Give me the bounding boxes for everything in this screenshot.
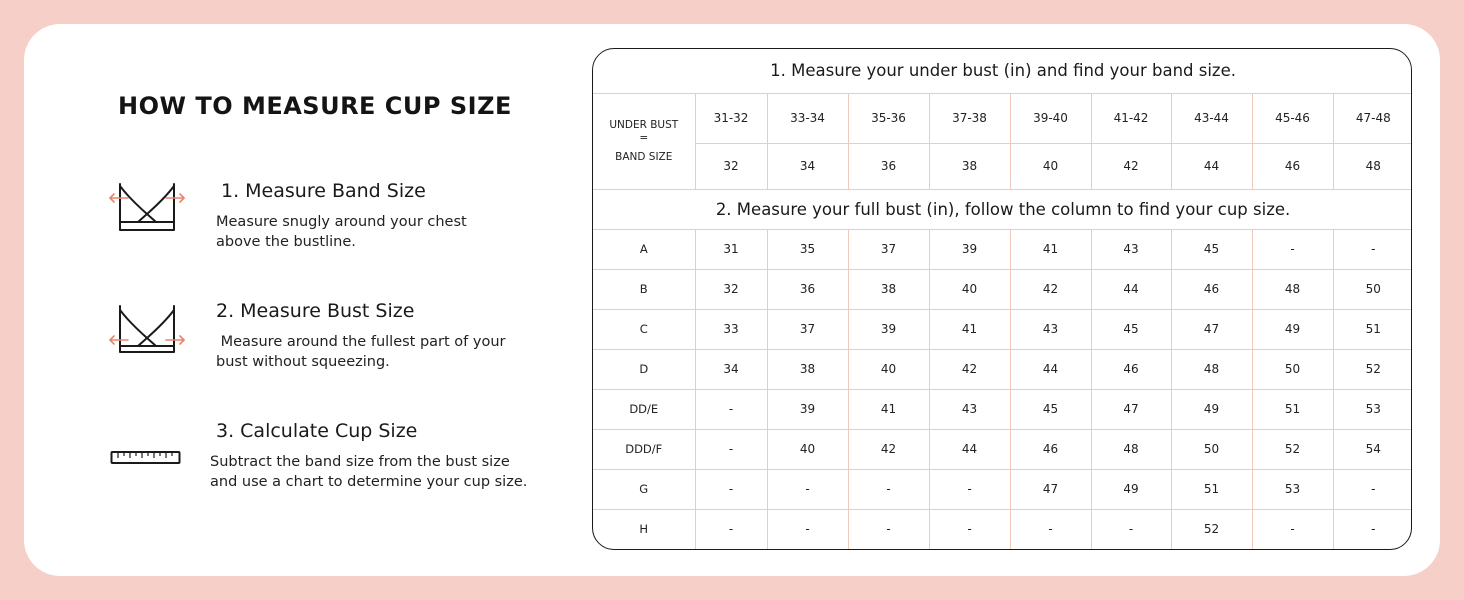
cup-row	[593, 269, 1412, 309]
bust-size-cell: 43	[1010, 309, 1091, 349]
band-size-cell: 34	[767, 143, 848, 189]
band-size-cell: 44	[1171, 143, 1252, 189]
cup-row	[593, 389, 1412, 429]
cup-row	[593, 469, 1412, 509]
bust-size-cell: 39	[929, 229, 1010, 269]
bust-size-cell: 46	[1091, 349, 1171, 389]
bust-size-cell: -	[929, 509, 1010, 549]
bust-size-cell: 47	[1171, 309, 1252, 349]
cup-row	[593, 349, 1412, 389]
under-bust-row	[593, 93, 1412, 143]
bust-size-cell: 41	[929, 309, 1010, 349]
step-description-line: and use a chart to determine your cup size.	[210, 474, 528, 490]
under-bust-cell: 41-42	[1091, 93, 1171, 143]
bust-size-cell: 38	[767, 349, 848, 389]
bust-size-cell: -	[1252, 509, 1333, 549]
bust-size-cell: 45	[1171, 229, 1252, 269]
bust-size-cell: 48	[1171, 349, 1252, 389]
bust-size-cell: 41	[848, 389, 929, 429]
bust-size-cell: 40	[929, 269, 1010, 309]
bust-size-cell: 36	[767, 269, 848, 309]
under-bust-cell: 31-32	[695, 93, 767, 143]
bust-size-cell: 52	[1171, 509, 1252, 549]
band-size-cell: 36	[848, 143, 929, 189]
band-size-label: BAND SIZE	[615, 150, 673, 163]
bust-size-cell: -	[1010, 509, 1091, 549]
bust-size-cell: 52	[1252, 429, 1333, 469]
bust-size-cell: 46	[1010, 429, 1091, 469]
step-title: 1. Measure Band Size	[221, 180, 426, 202]
bust-size-cell: -	[767, 509, 848, 549]
band-size-row	[593, 143, 1412, 189]
cup-row	[593, 509, 1412, 549]
under-bust-cell: 37-38	[929, 93, 1010, 143]
cup-label: B	[593, 269, 695, 309]
bust-size-cell: 50	[1252, 349, 1333, 389]
bust-size-cell: 53	[1333, 389, 1412, 429]
under-bust-cell: 47-48	[1333, 93, 1412, 143]
bust-size-cell: 44	[929, 429, 1010, 469]
bust-size-cell: -	[695, 509, 767, 549]
bust-size-cell: -	[1091, 509, 1171, 549]
bust-size-cell: -	[1252, 229, 1333, 269]
bust-size-cell: 31	[695, 229, 767, 269]
bust-size-cell: -	[695, 429, 767, 469]
guide-heading: HOW TO MEASURE CUP SIZE	[118, 92, 512, 120]
step-description-line: Measure around the fullest part of your	[216, 334, 506, 350]
cup-row	[593, 229, 1412, 269]
bust-size-cell: -	[929, 469, 1010, 509]
bust-size-cell: 53	[1252, 469, 1333, 509]
band-size-cell: 46	[1252, 143, 1333, 189]
bra-bust-measure-icon	[108, 302, 188, 358]
band-size-cell: 40	[1010, 143, 1091, 189]
band-size-instruction: 1. Measure your under bust (in) and find your band size.	[593, 49, 1412, 93]
cup-label: DDD/F	[593, 429, 695, 469]
under-bust-cell: 35-36	[848, 93, 929, 143]
bust-size-cell: 42	[929, 349, 1010, 389]
bust-size-cell: -	[1333, 229, 1412, 269]
step-title: 3. Calculate Cup Size	[216, 420, 418, 442]
bra-band-measure-icon	[108, 180, 188, 236]
bust-size-cell: 43	[929, 389, 1010, 429]
cup-row	[593, 309, 1412, 349]
cup-size-instruction: 2. Measure your full bust (in), follow the column to find your cup size.	[593, 189, 1412, 229]
cup-label: C	[593, 309, 695, 349]
bust-size-cell: -	[695, 469, 767, 509]
bust-size-cell: 44	[1091, 269, 1171, 309]
step-description-line: above the bustline.	[216, 234, 356, 250]
bust-size-cell: 35	[767, 229, 848, 269]
bust-size-cell: -	[1333, 509, 1412, 549]
bust-size-cell: 51	[1252, 389, 1333, 429]
under-bust-cell: 33-34	[767, 93, 848, 143]
bust-size-cell: 52	[1333, 349, 1412, 389]
bust-size-cell: 39	[848, 309, 929, 349]
bust-size-cell: 48	[1252, 269, 1333, 309]
bust-size-cell: 34	[695, 349, 767, 389]
bust-size-cell: 41	[1010, 229, 1091, 269]
bust-size-cell: 39	[767, 389, 848, 429]
bust-size-cell: 43	[1091, 229, 1171, 269]
cup-label: G	[593, 469, 695, 509]
bust-size-cell: 40	[848, 349, 929, 389]
bust-size-cell: -	[848, 469, 929, 509]
cup-row	[593, 429, 1412, 469]
band-size-cell: 48	[1333, 143, 1412, 189]
bust-size-cell: 37	[767, 309, 848, 349]
cup-label: H	[593, 509, 695, 549]
table-title-row	[593, 189, 1412, 229]
cup-label: DD/E	[593, 389, 695, 429]
bust-size-cell: 42	[848, 429, 929, 469]
ruler-icon	[110, 450, 182, 468]
under-bust-band-size-header	[593, 93, 695, 189]
step-title: 2. Measure Bust Size	[216, 300, 415, 322]
bust-size-cell: 33	[695, 309, 767, 349]
step-description-line: bust without squeezing.	[216, 354, 390, 370]
step-description-line: Measure snugly around your chest	[216, 214, 467, 230]
bust-size-cell: 47	[1010, 469, 1091, 509]
under-bust-label: UNDER BUST	[609, 118, 679, 131]
size-chart-table	[593, 49, 1412, 549]
bust-size-cell: 49	[1171, 389, 1252, 429]
bust-size-cell: 47	[1091, 389, 1171, 429]
bust-size-cell: 51	[1333, 309, 1412, 349]
bust-size-cell: 37	[848, 229, 929, 269]
band-size-cell: 38	[929, 143, 1010, 189]
bust-size-cell: -	[1333, 469, 1412, 509]
equals-label: =	[639, 131, 649, 144]
under-bust-cell: 43-44	[1171, 93, 1252, 143]
size-chart	[592, 48, 1412, 550]
bust-size-cell: 38	[848, 269, 929, 309]
table-title-row	[593, 49, 1412, 93]
bust-size-cell: 42	[1010, 269, 1091, 309]
bust-size-cell: 49	[1091, 469, 1171, 509]
bust-size-cell: -	[767, 469, 848, 509]
bust-size-cell: 51	[1171, 469, 1252, 509]
bust-size-cell: 54	[1333, 429, 1412, 469]
bust-size-cell: 44	[1010, 349, 1091, 389]
bust-size-cell: 45	[1010, 389, 1091, 429]
bust-size-cell: 40	[767, 429, 848, 469]
bust-size-cell: 49	[1252, 309, 1333, 349]
bust-size-cell: 50	[1171, 429, 1252, 469]
cup-label: D	[593, 349, 695, 389]
bust-size-cell: 32	[695, 269, 767, 309]
bust-size-cell: -	[848, 509, 929, 549]
under-bust-cell: 45-46	[1252, 93, 1333, 143]
band-size-cell: 42	[1091, 143, 1171, 189]
cup-label: A	[593, 229, 695, 269]
band-size-cell: 32	[695, 143, 767, 189]
bust-size-cell: 48	[1091, 429, 1171, 469]
step-description-line: Subtract the band size from the bust size	[210, 454, 510, 470]
under-bust-cell: 39-40	[1010, 93, 1091, 143]
bust-size-cell: -	[695, 389, 767, 429]
bust-size-cell: 45	[1091, 309, 1171, 349]
bust-size-cell: 50	[1333, 269, 1412, 309]
bust-size-cell: 46	[1171, 269, 1252, 309]
